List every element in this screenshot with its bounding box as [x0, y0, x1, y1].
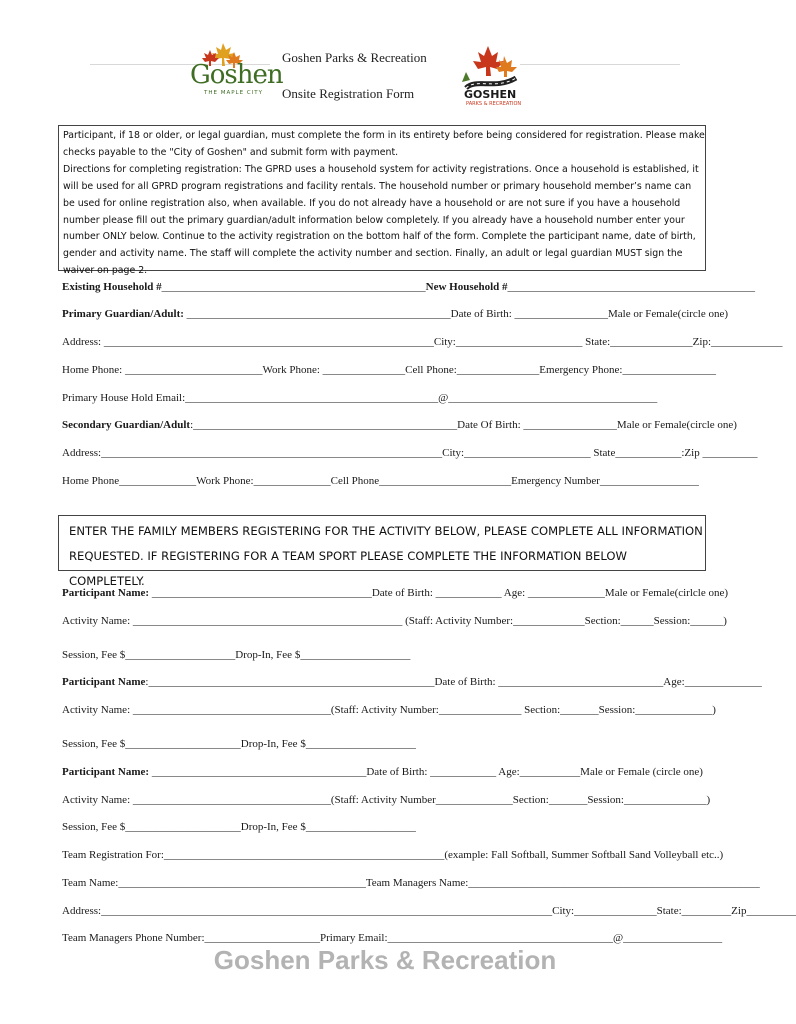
goshen-city-logo: [186, 40, 283, 102]
participant-1-activity-row[interactable]: Activity Name: _________________________________________________ (Staff: Activity Number:_____________Section:______Session:______): [62, 615, 727, 627]
notice-line-2: REQUESTED. IF REGISTERING FOR A TEAM SPORT PLEASE COMPLETE THE INFORMATION BELOW COMPLETELY.: [69, 549, 628, 588]
primary-guardian-label: Primary Guardian/Adult:: [62, 308, 184, 320]
notice-line-1: ENTER THE FAMILY MEMBERS REGISTERING FOR THE ACTIVITY BELOW, PLEASE COMPLETE ALL INFORMATION: [69, 524, 703, 538]
instructions-paragraph-2: Directions for completing registration: The GPRD uses a household system for activity registrations. Once a household is established, it will be used for all GPRD program registrations and facility rentals. The household number or primary household member’s name can be used for online registration also, when available. If you do not already have a household or are not sure if you have a household number please fill out the primary guardian/adult information below completely. If you already have a household number enter your number ONLY below. Continue to the activity registration on the bottom half of the form. Complete the participant name, date of birth, gender and activity name. The staff will complete the activity number and section. Finally, an adult or legal guardian MUST sign the waiver on page 2.: [63, 163, 699, 277]
team-registration-row[interactable]: Team Registration For:___________________________________________________(example: Fall Softball, Summer Softball Sand Volleyball etc..): [62, 849, 724, 861]
family-members-notice: [58, 515, 706, 588]
new-household-field[interactable]: _____________________________________________: [507, 281, 756, 293]
secondary-guardian-fields[interactable]: :________________________________________________Date Of Birth: _________________Male or Female(circle one): [190, 419, 737, 431]
secondary-guardian-row[interactable]: [62, 419, 737, 431]
participant-2-activity-row[interactable]: Activity Name: ____________________________________(Staff: Activity Number:_______________ Section:_______Session:______________): [62, 704, 716, 716]
secondary-phone-row[interactable]: Home Phone______________Work Phone:______________Cell Phone________________________Emergency Number__________________: [62, 475, 699, 487]
team-phone-row[interactable]: Team Managers Phone Number:_____________________Primary Email:_________________________________________@__________________: [62, 932, 723, 944]
participant-3-label: Participant Name:: [62, 766, 150, 778]
participant-2-label: Participant Name: [62, 676, 146, 688]
participant-1-name-row[interactable]: [62, 587, 729, 599]
parks-logo-sub: PARKS & RECREATION: [466, 101, 522, 107]
secondary-address-row[interactable]: Address:______________________________________________________________City:_______________________ State____________:Zip __________: [62, 447, 758, 459]
form-title: Onsite Registration Form: [282, 86, 415, 101]
participant-3-name-row[interactable]: [62, 766, 702, 778]
participant-1-label: Participant Name:: [62, 587, 150, 599]
new-household-label: New Household #: [425, 281, 508, 293]
participant-2-name-row[interactable]: [62, 676, 762, 688]
participant-2-session-row[interactable]: Session, Fee $_____________________Drop-In, Fee $____________________: [62, 738, 416, 750]
header-rule-right: [520, 64, 680, 65]
instructions-paragraph-1: Participant, if 18 or older, or legal guardian, must complete the form in its entirety before being considered for registration. Please make checks payable to the "City of Goshen" and submit form with payment.: [63, 130, 705, 158]
primary-email-row[interactable]: Primary House Hold Email:______________________________________________@______________________________________: [62, 392, 658, 404]
primary-address-row[interactable]: Address: ____________________________________________________________City:_______________________ State:_______________Zip:_____________: [62, 336, 783, 348]
participant-2-fields[interactable]: :____________________________________________________Date of Birth: ______________________________Age:______________: [145, 676, 762, 688]
team-name-row[interactable]: Team Name:_____________________________________________Team Managers Name:_____________________________________________________: [62, 877, 760, 889]
instructions-box: [58, 125, 706, 277]
participant-3-activity-row[interactable]: Activity Name: ____________________________________(Staff: Activity Number______________Section:_______Session:_______________): [62, 794, 711, 806]
existing-household-field[interactable]: ________________________________________________: [161, 281, 426, 293]
participant-3-session-row[interactable]: Session, Fee $_____________________Drop-In, Fee $____________________: [62, 821, 416, 833]
goshen-logo-word: Goshen: [190, 60, 283, 90]
goshen-parks-logo: [456, 42, 536, 112]
secondary-guardian-label: Secondary Guardian/Adult: [62, 419, 191, 431]
primary-guardian-row[interactable]: [62, 308, 729, 320]
participant-1-fields[interactable]: ________________________________________Date of Birth: ____________ Age: ______________Male or Female(cirlcle one): [149, 587, 729, 599]
parks-logo-word: GOSHEN: [464, 88, 517, 101]
org-name: Goshen Parks & Recreation: [282, 50, 427, 65]
participant-3-fields[interactable]: _______________________________________Date of Birth: ____________ Age:___________Male or Female (circle one): [149, 766, 703, 778]
goshen-logo-tagline: THE MAPLE CITY: [204, 90, 264, 96]
existing-household-label: Existing Household #: [62, 281, 162, 293]
footer-watermark: Goshen Parks & Recreation: [213, 945, 557, 975]
participant-1-session-row[interactable]: Session, Fee $____________________Drop-In, Fee $____________________: [62, 649, 411, 661]
primary-phone-row[interactable]: Home Phone: _________________________Work Phone: _______________Cell Phone:_______________Emergency Phone:_________________: [62, 364, 716, 376]
primary-guardian-fields[interactable]: ________________________________________________Date of Birth: _________________Male or Female(circle one): [183, 308, 729, 320]
team-address-row[interactable]: Address:__________________________________________________________________________________City:_______________State:_________Zip_________: [62, 905, 796, 917]
household-row: [62, 281, 756, 293]
